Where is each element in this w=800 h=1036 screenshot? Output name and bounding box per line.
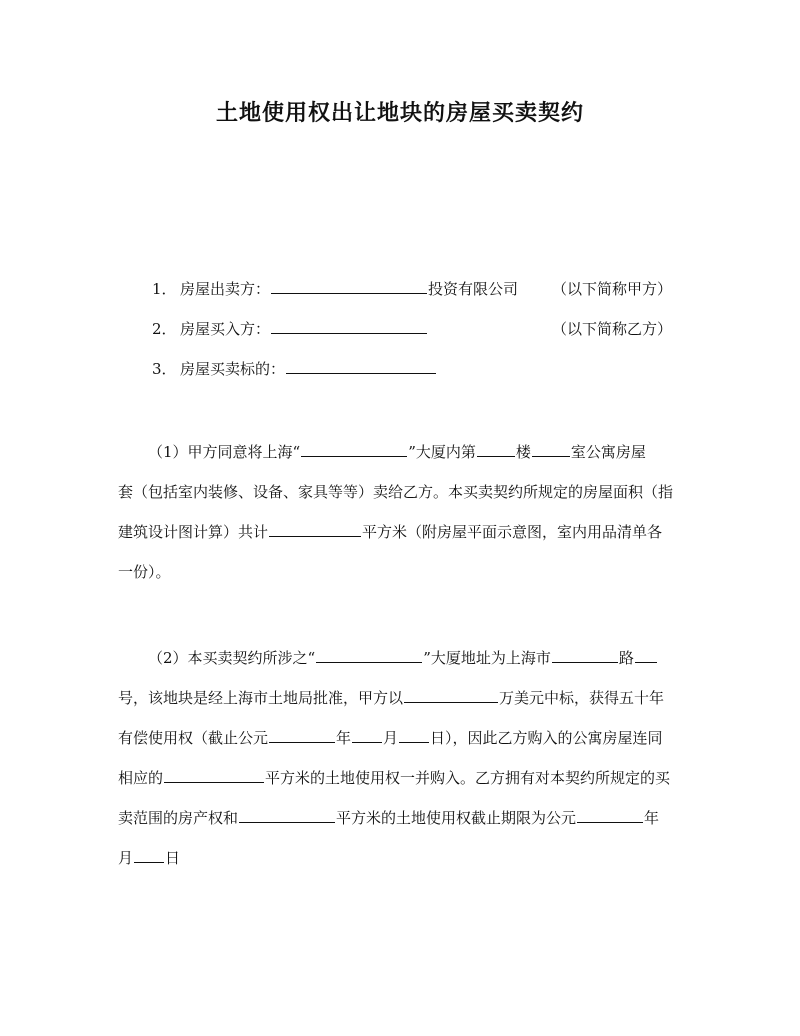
text: 日 bbox=[165, 849, 181, 867]
text: ”大厦地址为上海市 bbox=[423, 649, 551, 667]
number-blank[interactable] bbox=[635, 648, 657, 663]
clause-2-line-6 bbox=[118, 838, 688, 878]
clause-2 bbox=[118, 638, 688, 878]
clause-2-line-1 bbox=[118, 638, 688, 678]
text: 号，该地块是经上海市土地局批准，甲方以 bbox=[118, 689, 404, 707]
document-title: 土地使用权出让地块的房屋买卖契约 bbox=[215, 101, 584, 126]
text: 有偿使用权（截止公元 bbox=[118, 729, 269, 747]
text: ”大厦内第 bbox=[408, 443, 476, 461]
item-number: 2． bbox=[152, 320, 177, 338]
clause-2-line-5 bbox=[118, 798, 688, 838]
text: 月 bbox=[118, 849, 134, 867]
land-area-blank[interactable] bbox=[164, 768, 264, 783]
text: 路 bbox=[618, 649, 634, 667]
expiry-year-blank[interactable] bbox=[577, 808, 643, 823]
text: 万美元中标，获得五十年 bbox=[499, 689, 665, 707]
buyer-line bbox=[152, 318, 428, 339]
text: 卖范围的房产权和 bbox=[118, 809, 239, 827]
seller-label: 房屋出卖方： bbox=[180, 280, 271, 298]
clause-1-line-3 bbox=[118, 512, 688, 552]
seller-line bbox=[152, 278, 518, 299]
seller-note: （以下简称甲方） bbox=[551, 280, 672, 298]
floor-blank[interactable] bbox=[477, 442, 515, 457]
expiry-month-blank[interactable] bbox=[134, 848, 164, 863]
clause-1-line-1 bbox=[118, 432, 688, 472]
item-number: 3． bbox=[152, 360, 177, 378]
text: 相应的 bbox=[118, 769, 164, 787]
text: （2）本买卖契约所涉之“ bbox=[148, 649, 316, 667]
target-label: 房屋买卖标的： bbox=[180, 360, 286, 378]
building-name-blank[interactable] bbox=[316, 648, 422, 663]
buyer-note: （以下简称乙方） bbox=[551, 320, 672, 338]
seller-blank[interactable] bbox=[271, 279, 427, 294]
text: 室公寓房屋 bbox=[570, 443, 646, 461]
month-blank[interactable] bbox=[352, 728, 382, 743]
text: 楼 bbox=[515, 443, 531, 461]
text: 建筑设计图计算）共计 bbox=[118, 523, 269, 541]
text: （1）甲方同意将上海“ bbox=[148, 443, 301, 461]
clause-2-line-3 bbox=[118, 718, 688, 758]
target-blank[interactable] bbox=[286, 359, 436, 374]
clause-1-line-2: 套（包括室内装修、设备、家具等等）卖给乙方。本买卖契约所规定的房屋面积（指 bbox=[118, 483, 674, 501]
room-blank[interactable] bbox=[532, 442, 570, 457]
area-blank[interactable] bbox=[269, 522, 361, 537]
year-blank[interactable] bbox=[269, 728, 335, 743]
clause-1-line-4: 一份）。 bbox=[118, 563, 171, 581]
buyer-blank[interactable] bbox=[271, 319, 427, 334]
building-name-blank[interactable] bbox=[301, 442, 407, 457]
text: 年 bbox=[336, 729, 352, 747]
item-number: 1． bbox=[152, 280, 177, 298]
text: 月 bbox=[383, 729, 399, 747]
text: 日），因此乙方购入的公寓房屋连同 bbox=[430, 729, 663, 747]
target-line bbox=[152, 358, 437, 379]
text: 平方米（附房屋平面示意图，室内用品清单各 bbox=[362, 523, 663, 541]
seller-suffix: 投资有限公司 bbox=[428, 280, 519, 298]
text: 年 bbox=[644, 809, 660, 827]
bid-amount-blank[interactable] bbox=[404, 688, 498, 703]
buyer-label: 房屋买入方： bbox=[180, 320, 271, 338]
land-area-blank-2[interactable] bbox=[239, 808, 335, 823]
clause-1 bbox=[118, 432, 688, 592]
clause-2-line-4 bbox=[118, 758, 688, 798]
clause-2-line-2 bbox=[118, 678, 688, 718]
road-blank[interactable] bbox=[552, 648, 618, 663]
day-blank[interactable] bbox=[399, 728, 429, 743]
text: 平方米的土地使用权截止期限为公元 bbox=[336, 809, 577, 827]
text: 平方米的土地使用权一并购入。乙方拥有对本契约所规定的买 bbox=[265, 769, 671, 787]
